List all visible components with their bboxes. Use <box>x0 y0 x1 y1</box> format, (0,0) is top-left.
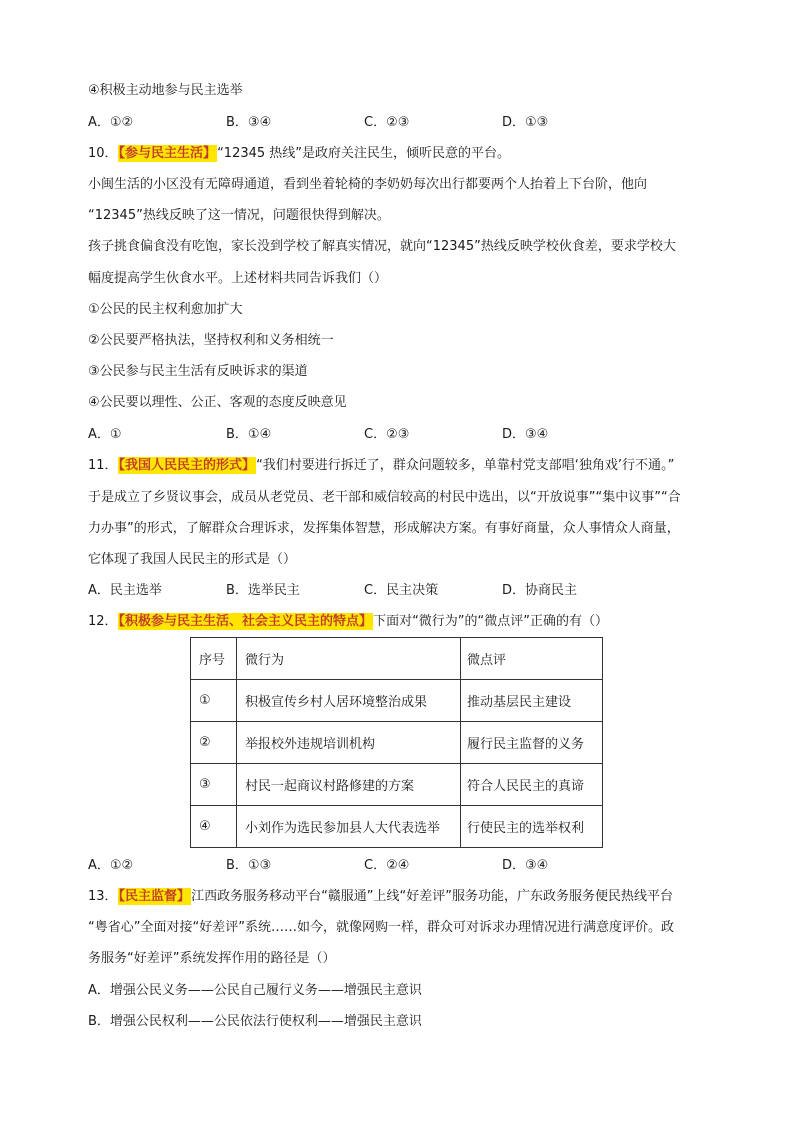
option-b: B．选举民主 <box>226 583 300 598</box>
table-header-row <box>191 638 603 680</box>
row-behavior: 小刘作为选民参加县人大代表选举 <box>237 806 461 848</box>
table-row <box>191 764 603 806</box>
q11-stem <box>88 457 674 475</box>
q13-stem <box>88 888 673 906</box>
q11-line: 力办事”的形式，了解群众合理诉求，发挥集体智慧，形成解决方案。有事好商量，众人事情众人商量， <box>88 521 680 536</box>
row-number: ① <box>191 680 237 722</box>
question-stem: 下面对“微行为”的“微点评”正确的有（） <box>373 614 609 629</box>
header-comment: 微点评 <box>461 638 603 680</box>
option-c: C．②③ <box>364 115 410 130</box>
question-number: 10． <box>88 146 118 161</box>
q13-line: “粤省心”全面对接“好差评”系统……如今，就像网购一样，群众可对诉求办理情况进行满意度评价。政 <box>88 920 674 935</box>
topic-tag: 【积极参与民主生活、社会主义民主的特点】 <box>118 614 373 629</box>
q10-material-line: 孩子挑食偏食没有吃饱，家长没到学校了解真实情况，就向“12345”热线反映学校伙食差，要求学校大 <box>88 239 676 254</box>
q13-option-b: B．增强公民权利——公民依法行使权利——增强民主意识 <box>88 1014 422 1029</box>
q13-line: 务服务“好差评”系统发挥作用的路径是（） <box>88 951 336 966</box>
question-stem: “12345 热线”是政府关注民生，倾听民意的平台。 <box>217 146 511 161</box>
q10-material-line: 幅度提高学生伙食水平。上述材料共同告诉我们（） <box>88 271 388 286</box>
header-behavior: 微行为 <box>237 638 461 680</box>
question-number: 11． <box>88 458 118 473</box>
option-a: A．①② <box>88 858 134 873</box>
question-number: 13． <box>88 889 118 904</box>
q11-line: 于是成立了乡贤议事会，成员从老党员、老干部和威信较高的村民中选出，以“开放说事”“集中议事”“合 <box>88 490 681 505</box>
question-number: 12． <box>88 614 118 629</box>
row-number: ④ <box>191 806 237 848</box>
option-b: B．①③ <box>226 858 272 873</box>
topic-tag: 【参与民主生活】 <box>118 146 217 161</box>
q10-stem <box>88 145 510 163</box>
micro-behavior-table <box>190 637 603 848</box>
q12-stem <box>88 613 608 631</box>
q9-item-4: ④积极主动地参与民主选举 <box>88 83 243 98</box>
q11-options <box>88 582 708 600</box>
option-d: D．①③ <box>502 115 549 130</box>
row-behavior: 村民一起商议村路修建的方案 <box>237 764 461 806</box>
row-behavior: 积极宣传乡村人居环境整治成果 <box>237 680 461 722</box>
option-a: A．①② <box>88 115 134 130</box>
option-b: B．③④ <box>226 115 272 130</box>
option-c: C．②③ <box>364 427 410 442</box>
option-c: C．②④ <box>364 858 410 873</box>
row-number: ② <box>191 722 237 764</box>
option-d: D．协商民主 <box>502 583 578 598</box>
q11-line: 它体现了我国人民民主的形式是（） <box>88 552 297 567</box>
row-comment: 行使民主的选举权利 <box>461 806 603 848</box>
q10-material-line: 小闽生活的小区没有无障碍通道，看到坐着轮椅的李奶奶每次出行都要两个人抬着上下台阶，他向 <box>88 177 648 192</box>
row-behavior: 举报校外违规培训机构 <box>237 722 461 764</box>
q13-option-a: A．增强公民义务——公民自己履行义务——增强民主意识 <box>88 983 422 998</box>
option-a: A．① <box>88 427 122 442</box>
row-comment: 履行民主监督的义务 <box>461 722 603 764</box>
question-text: “我们村要进行拆迁了，群众问题较多，单靠村党支部唱‘独角戏’行不通。” <box>256 458 675 473</box>
q10-item-2: ②公民要严格执法，坚持权利和义务相统一 <box>88 333 334 348</box>
q10-item-3: ③公民参与民主生活有反映诉求的渠道 <box>88 364 308 379</box>
topic-tag: 【我国人民民主的形式】 <box>118 458 256 473</box>
table-row <box>191 806 603 848</box>
q10-item-1: ①公民的民主权利愈加扩大 <box>88 302 243 317</box>
row-comment: 推动基层民主建设 <box>461 680 603 722</box>
option-c: C．民主决策 <box>364 583 439 598</box>
option-a: A．民主选举 <box>88 583 162 598</box>
row-number: ③ <box>191 764 237 806</box>
option-d: D．③④ <box>502 427 549 442</box>
table-row <box>191 722 603 764</box>
topic-tag: 【民主监督】 <box>118 889 191 904</box>
table-row <box>191 680 603 722</box>
q12-options <box>88 857 708 875</box>
option-d: D．③④ <box>502 858 549 873</box>
q10-options <box>88 426 708 444</box>
question-text: 江西政务服务移动平台“赣服通”上线“好差评”服务功能，广东政务服务便民热线平台 <box>191 889 674 904</box>
header-number: 序号 <box>191 638 237 680</box>
q10-item-4: ④公民要以理性、公正、客观的态度反映意见 <box>88 395 347 410</box>
q10-material-line: “12345”热线反映了这一情况，问题很快得到解决。 <box>88 208 390 223</box>
row-comment: 符合人民民主的真谛 <box>461 764 603 806</box>
q9-options <box>88 114 708 132</box>
option-b: B．①④ <box>226 427 272 442</box>
